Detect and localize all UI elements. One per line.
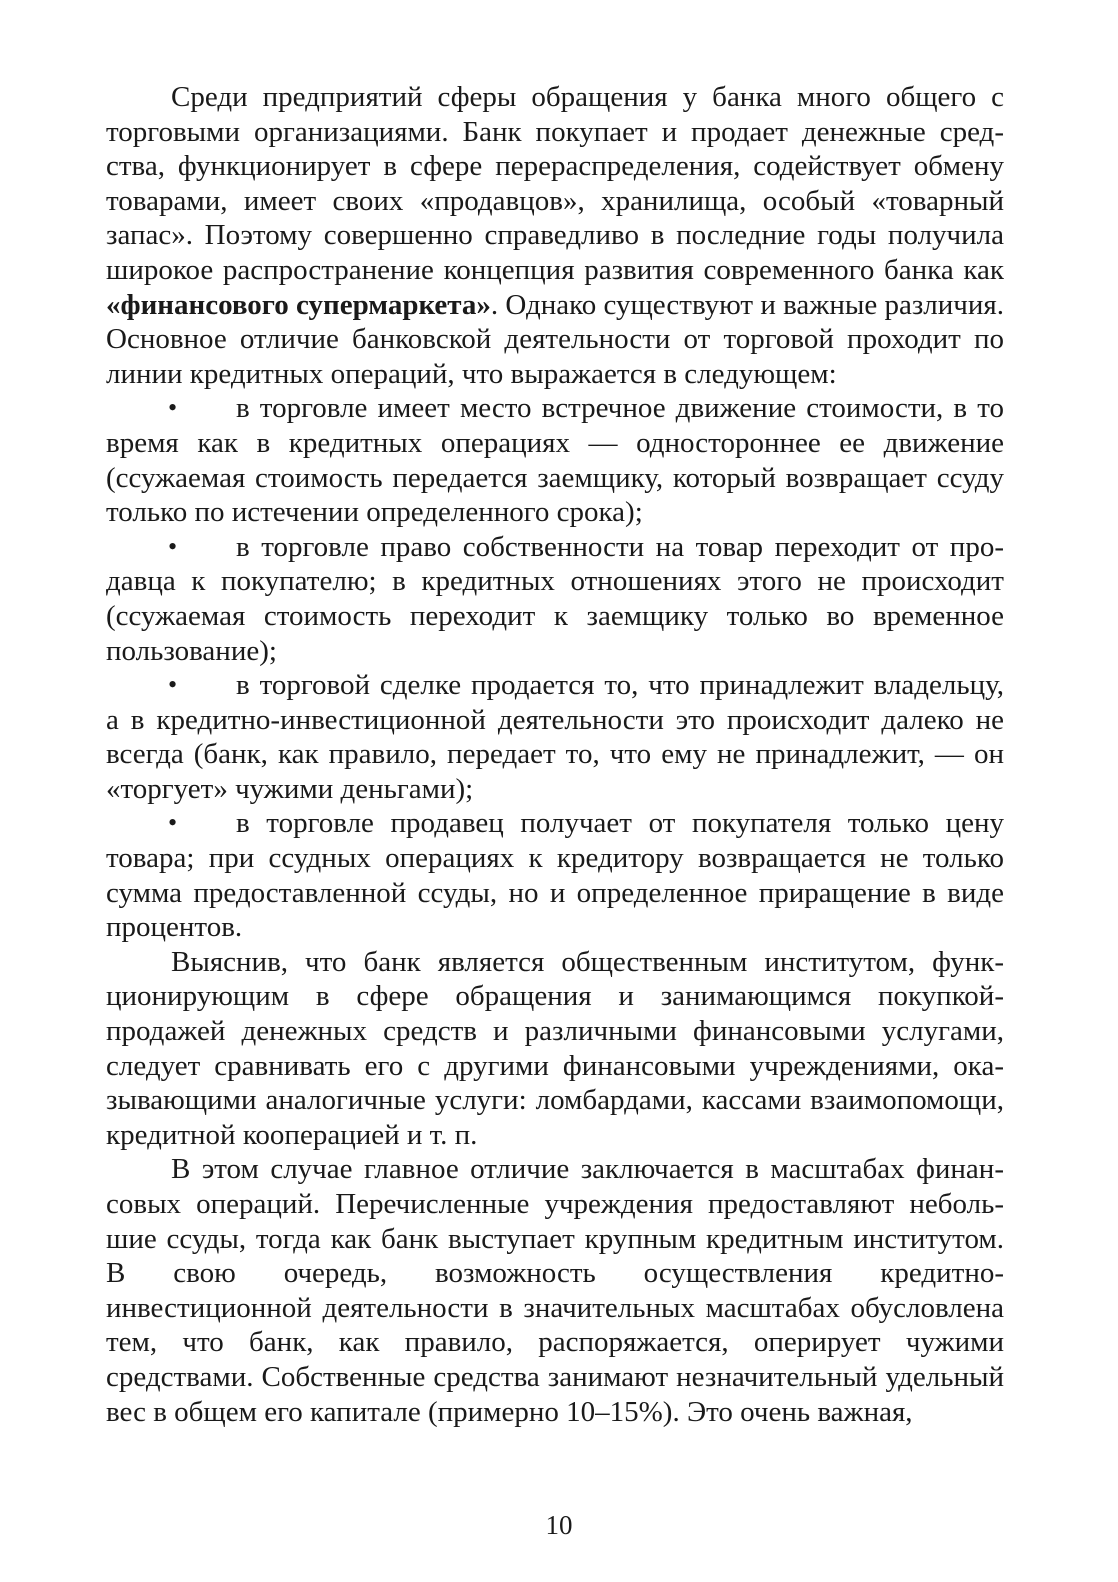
list-item-text: в торговле право собственности на товар переходит от продавца к покупателю; в кредитных отношениях этого не происходит (ссужаемая стоимость переходит к заемщику только во временное пользование); (106, 530, 1004, 667)
list-item (106, 806, 1004, 944)
bold-term: «финансового супермаркета» (106, 288, 491, 321)
list-item-text: в торговле имеет место встречное движение стоимости, в то время как в кредитных операциях — одностороннее ее движение (ссужаемая стоимость передается заемщику, который возвращает ссуду только по истечении определенного срока); (106, 392, 1004, 529)
page-body (106, 80, 1004, 1429)
paragraph-comparison: Выяснив, что банк является общественным институтом, функционирующим в сфере обращения и занимающимся покупкой-продажей денежных средств и различными финансовыми услугами, следует сравнивать его с другими финансовыми учреждениями, оказывающими аналогичные услуги: ломбардами, кассами взаимопомощи, кредитной кооперацией и т. п. (106, 945, 1004, 1151)
paragraph-scale: В этом случае главное отличие заключается в масштабах финансовых операций. Перечисленные учреждения предоставляют небольшие ссуды, тогда как банк выступает крупным кредитным институтом. В свою очередь, возможность осуществления кредитно-инвестиционной деятельности в значительных масштабах обусловлена тем, что банк, как правило, распоряжается, оперирует чужими средствами. Собственные средства занимают незначительный удельный вес в общем его капитале (примерно 10–15%). Это очень важная, (106, 1153, 1004, 1428)
list-item (106, 530, 1004, 668)
page-number: 10 (545, 1510, 573, 1540)
list-item (106, 391, 1004, 529)
paragraph-intro-text-end: . Однако существуют и важные различия. Основное отличие банковской деятельности от торговой проходит по линии кредитных операций, что выражается в следующем: (106, 288, 1004, 390)
bullet-icon: • (168, 393, 178, 423)
differences-list (106, 391, 1004, 945)
paragraph-intro-text: Среди предприятий сферы обращения у банка много общего с торговыми организациями. Банк покупает и продает денежные средства, функционирует в сфере перераспределения, содействует обмену товарами, имеет своих «продавцов», хранилища, особый «товарный запас». Поэтому совершенно справедливо в последние годы получила широкое распространение концепция развития современного банка как (106, 81, 1004, 286)
list-item-text: в торговле продавец получает от покупателя только цену товара; при ссудных операциях к кредитору возвращается не только сумма предоставленной ссуды, но и определенное приращение в виде процентов. (106, 807, 1004, 944)
bullet-icon: • (168, 808, 178, 838)
paragraph-intro (106, 80, 1004, 391)
bullet-icon: • (168, 670, 178, 700)
list-item (106, 668, 1004, 806)
bullet-icon: • (168, 531, 178, 561)
list-item-text: в торговой сделке продается то, что принадлежит владельцу, а в кредитно-инвестиционной деятельности это происходит далеко не всегда (банк, как правило, передает то, что ему не принадлежит, — он «торгует» чужими деньгами); (106, 669, 1004, 805)
